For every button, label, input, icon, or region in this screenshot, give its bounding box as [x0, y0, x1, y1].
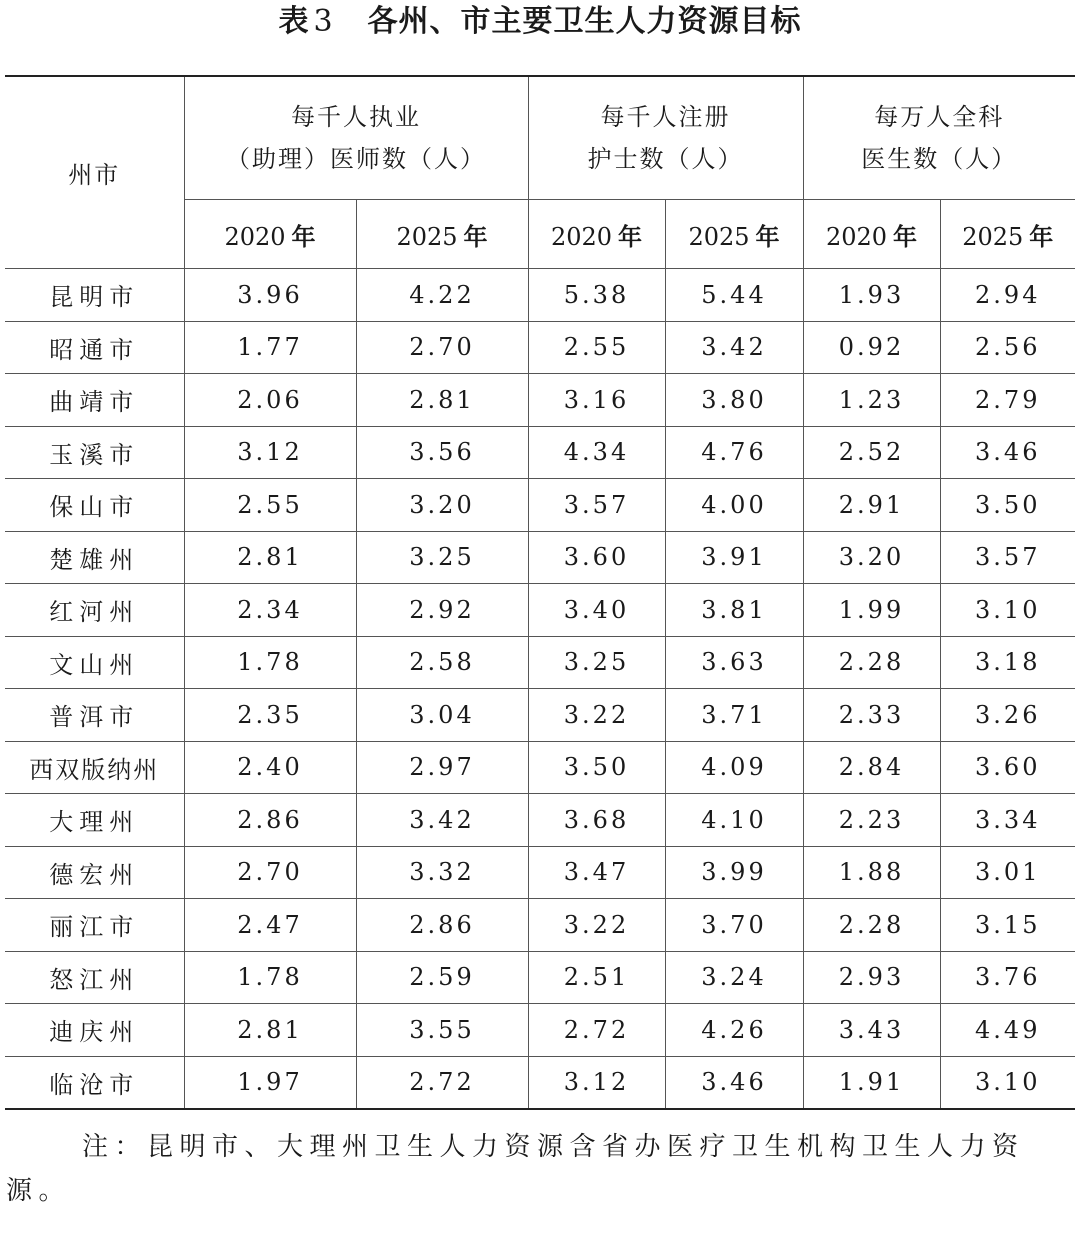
- value-cell: 4.26: [665, 1004, 803, 1057]
- table-row: [5, 899, 1075, 952]
- value-cell: 5.38: [528, 269, 665, 322]
- value-cell: 2.94: [940, 269, 1075, 322]
- region-cell: 迪庆州: [5, 1004, 184, 1057]
- value-cell: 1.88: [803, 846, 940, 899]
- value-cell: 2.51: [528, 951, 665, 1004]
- group-header-line1: 每万人全科: [874, 103, 1005, 131]
- region-cell: 红河州: [5, 584, 184, 637]
- value-cell: 2.52: [803, 426, 940, 479]
- table-row: [5, 584, 1075, 637]
- group-header-row: [5, 76, 1075, 200]
- value-cell: 3.47: [528, 846, 665, 899]
- value-cell: 1.97: [184, 1056, 356, 1109]
- year-header: [184, 200, 356, 269]
- value-cell: 3.12: [528, 1056, 665, 1109]
- value-cell: 3.20: [803, 531, 940, 584]
- year-header: [803, 200, 940, 269]
- value-cell: 2.28: [803, 636, 940, 689]
- region-cell: 大理州: [5, 794, 184, 847]
- value-cell: 1.77: [184, 321, 356, 374]
- region-cell: 怒江州: [5, 951, 184, 1004]
- value-cell: 4.76: [665, 426, 803, 479]
- table-row: [5, 1056, 1075, 1109]
- value-cell: 2.79: [940, 374, 1075, 427]
- value-cell: 3.24: [665, 951, 803, 1004]
- year-unit: 年: [893, 222, 918, 251]
- value-cell: 2.58: [356, 636, 528, 689]
- table-row: [5, 689, 1075, 742]
- value-cell: 3.22: [528, 689, 665, 742]
- region-column-header: 州市: [5, 76, 184, 269]
- value-cell: 4.00: [665, 479, 803, 532]
- value-cell: 3.56: [356, 426, 528, 479]
- year-header: [940, 200, 1075, 269]
- value-cell: 3.60: [940, 741, 1075, 794]
- value-cell: 3.22: [528, 899, 665, 952]
- value-cell: 1.93: [803, 269, 940, 322]
- year-unit: 年: [463, 222, 488, 251]
- value-cell: 3.60: [528, 531, 665, 584]
- value-cell: 2.55: [528, 321, 665, 374]
- value-cell: 2.93: [803, 951, 940, 1004]
- table-row: [5, 794, 1075, 847]
- year-unit: 年: [1029, 222, 1054, 251]
- value-cell: 3.46: [940, 426, 1075, 479]
- year-number: 2025: [396, 222, 458, 251]
- value-cell: 3.32: [356, 846, 528, 899]
- group-header-line2: 医生数（人）: [861, 145, 1018, 173]
- value-cell: 2.34: [184, 584, 356, 637]
- value-cell: 3.42: [665, 321, 803, 374]
- value-cell: 2.91: [803, 479, 940, 532]
- value-cell: 2.97: [356, 741, 528, 794]
- value-cell: 3.18: [940, 636, 1075, 689]
- table-row: [5, 426, 1075, 479]
- table-note: [6, 1125, 1074, 1213]
- value-cell: 2.81: [356, 374, 528, 427]
- table-row: [5, 741, 1075, 794]
- value-cell: 3.50: [528, 741, 665, 794]
- table-title: [0, 0, 1080, 46]
- value-cell: 3.12: [184, 426, 356, 479]
- table-body: [5, 269, 1075, 1110]
- value-cell: 1.78: [184, 636, 356, 689]
- value-cell: 1.99: [803, 584, 940, 637]
- value-cell: 2.59: [356, 951, 528, 1004]
- title-text: 各州、市主要卫生人力资源目标: [367, 4, 802, 39]
- table-row: [5, 951, 1075, 1004]
- region-cell: 玉溪市: [5, 426, 184, 479]
- value-cell: 2.28: [803, 899, 940, 952]
- value-cell: 3.68: [528, 794, 665, 847]
- note-text: 注：昆明市、大理州卫生人力资源含省办医疗卫生机构卫生人力资源。: [6, 1132, 1025, 1206]
- table-row: [5, 269, 1075, 322]
- value-cell: 3.25: [528, 636, 665, 689]
- value-cell: 2.86: [184, 794, 356, 847]
- group-header-line1: 每千人注册: [600, 103, 731, 131]
- value-cell: 3.81: [665, 584, 803, 637]
- year-unit: 年: [755, 222, 780, 251]
- value-cell: 3.04: [356, 689, 528, 742]
- title-number: 3: [313, 4, 334, 39]
- value-cell: 3.16: [528, 374, 665, 427]
- table-row: [5, 1004, 1075, 1057]
- value-cell: 2.72: [356, 1056, 528, 1109]
- value-cell: 2.92: [356, 584, 528, 637]
- value-cell: 3.70: [665, 899, 803, 952]
- region-cell: 德宏州: [5, 846, 184, 899]
- value-cell: 4.49: [940, 1004, 1075, 1057]
- value-cell: 3.10: [940, 1056, 1075, 1109]
- value-cell: 1.91: [803, 1056, 940, 1109]
- value-cell: 3.99: [665, 846, 803, 899]
- region-cell: 丽江市: [5, 899, 184, 952]
- region-cell: 曲靖市: [5, 374, 184, 427]
- year-header: [528, 200, 665, 269]
- year-header: [356, 200, 528, 269]
- value-cell: 3.40: [528, 584, 665, 637]
- year-number: 2020: [825, 222, 888, 251]
- year-number: 2020: [224, 222, 286, 251]
- year-number: 2025: [962, 222, 1024, 251]
- value-cell: 4.22: [356, 269, 528, 322]
- value-cell: 3.55: [356, 1004, 528, 1057]
- value-cell: 3.57: [940, 531, 1075, 584]
- value-cell: 2.06: [184, 374, 356, 427]
- value-cell: 2.23: [803, 794, 940, 847]
- value-cell: 3.80: [665, 374, 803, 427]
- value-cell: 3.91: [665, 531, 803, 584]
- region-cell: 昆明市: [5, 269, 184, 322]
- value-cell: 4.10: [665, 794, 803, 847]
- value-cell: 4.09: [665, 741, 803, 794]
- value-cell: 3.34: [940, 794, 1075, 847]
- value-cell: 1.23: [803, 374, 940, 427]
- year-unit: 年: [618, 222, 643, 251]
- value-cell: 2.70: [184, 846, 356, 899]
- value-cell: 3.63: [665, 636, 803, 689]
- group-header-line2: 护士数（人）: [587, 145, 744, 173]
- region-cell: 楚雄州: [5, 531, 184, 584]
- table-row: [5, 846, 1075, 899]
- year-header: [665, 200, 803, 269]
- value-cell: 3.46: [665, 1056, 803, 1109]
- region-cell: 西双版纳州: [5, 741, 184, 794]
- value-cell: 3.71: [665, 689, 803, 742]
- group-header-gps: [803, 76, 1075, 200]
- value-cell: 2.70: [356, 321, 528, 374]
- value-cell: 2.86: [356, 899, 528, 952]
- value-cell: 3.76: [940, 951, 1075, 1004]
- value-cell: 3.15: [940, 899, 1075, 952]
- value-cell: 3.26: [940, 689, 1075, 742]
- health-workforce-table: [5, 75, 1075, 1110]
- value-cell: 2.35: [184, 689, 356, 742]
- year-unit: 年: [291, 222, 316, 251]
- region-cell: 普洱市: [5, 689, 184, 742]
- year-number: 2020: [550, 222, 613, 251]
- value-cell: 2.47: [184, 899, 356, 952]
- value-cell: 3.57: [528, 479, 665, 532]
- group-header-line2: （助理）医师数（人）: [226, 145, 486, 173]
- table-row: [5, 636, 1075, 689]
- value-cell: 3.10: [940, 584, 1075, 637]
- value-cell: 2.55: [184, 479, 356, 532]
- value-cell: 3.50: [940, 479, 1075, 532]
- group-header-line1: 每千人执业: [291, 103, 421, 131]
- value-cell: 5.44: [665, 269, 803, 322]
- region-cell: 昭通市: [5, 321, 184, 374]
- table-row: [5, 374, 1075, 427]
- group-header-physicians: [184, 76, 528, 200]
- value-cell: 3.43: [803, 1004, 940, 1057]
- value-cell: 1.78: [184, 951, 356, 1004]
- value-cell: 3.01: [940, 846, 1075, 899]
- value-cell: 2.72: [528, 1004, 665, 1057]
- table-row: [5, 531, 1075, 584]
- value-cell: 3.25: [356, 531, 528, 584]
- value-cell: 3.20: [356, 479, 528, 532]
- region-cell: 临沧市: [5, 1056, 184, 1109]
- value-cell: 2.81: [184, 531, 356, 584]
- value-cell: 2.84: [803, 741, 940, 794]
- title-prefix: 表: [278, 4, 310, 39]
- region-cell: 保山市: [5, 479, 184, 532]
- year-number: 2025: [688, 222, 750, 251]
- value-cell: 0.92: [803, 321, 940, 374]
- table-row: [5, 479, 1075, 532]
- value-cell: 2.56: [940, 321, 1075, 374]
- region-cell: 文山州: [5, 636, 184, 689]
- value-cell: 4.34: [528, 426, 665, 479]
- value-cell: 2.33: [803, 689, 940, 742]
- value-cell: 3.96: [184, 269, 356, 322]
- table-row: [5, 321, 1075, 374]
- value-cell: 3.42: [356, 794, 528, 847]
- value-cell: 2.81: [184, 1004, 356, 1057]
- group-header-nurses: [528, 76, 803, 200]
- value-cell: 2.40: [184, 741, 356, 794]
